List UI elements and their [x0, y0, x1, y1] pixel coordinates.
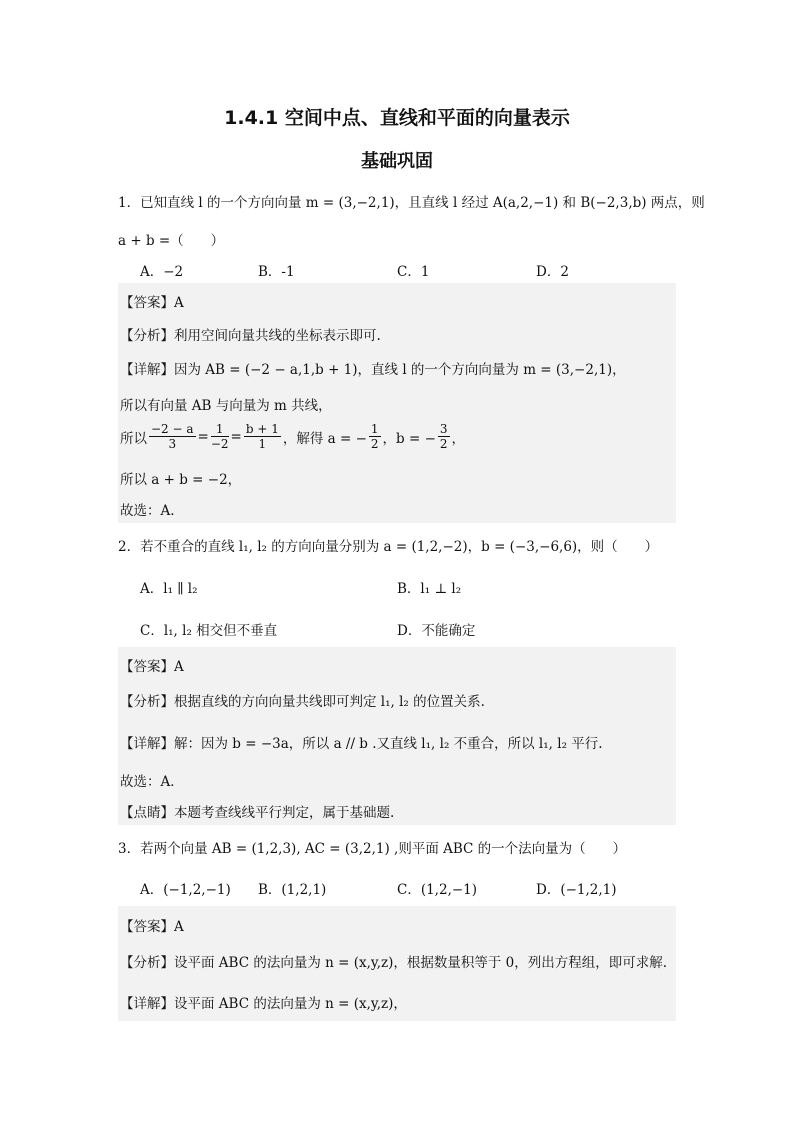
q1-detail-3-prefix: 所以 [120, 430, 147, 447]
q1-stem-line2: a + b =（ ） [118, 233, 225, 249]
q1-fraction-1 [149, 422, 196, 451]
q2-option-c: C．l₁, l₂ 相交但不垂直 [140, 623, 278, 639]
q2-answer: 【答案】A [120, 659, 184, 675]
q1-fraction-2 [211, 422, 229, 451]
q3-answer: 【答案】A [120, 919, 184, 935]
q2-stem: 2．若不重合的直线 l₁, l₂ 的方向向量分别为 a = (1,2,−2)，b = (−3,−6,6)，则（ ） [118, 539, 659, 555]
q1-fraction-5-num: 3 [439, 422, 448, 436]
q1-fraction-3-den: 1 [258, 437, 267, 451]
q2-detail: 【详解】解：因为 b = −3a，所以 a // b .又直线 l₁, l₂ 不重合，所以 l₁, l₂ 平行. [120, 736, 603, 752]
q3-option-c: C．(1,2,−1) [397, 882, 478, 898]
q1-fraction-4-den: 2 [370, 437, 379, 451]
q1-fraction-2-num: 1 [211, 422, 229, 437]
q1-answer: 【答案】A [120, 295, 184, 311]
q1-stem-line1: 1．已知直线 l 的一个方向向量 m = (3,−2,1)，且直线 l 经过 A(a,2,−1) 和 B(−2,3,b) 两点，则 [118, 195, 705, 211]
q2-option-b: B．l₁ ⊥ l₂ [397, 581, 462, 597]
section-subtitle: 基础巩固 [361, 151, 433, 172]
q1-detail-3 [120, 422, 465, 451]
q3-analysis: 【分析】设平面 ABC 的法向量为 n = (x,y,z)，根据数量积等于 0，列出方程组，即可求解. [120, 955, 668, 971]
q3-detail: 【详解】设平面 ABC 的法向量为 n = (x,y,z)， [120, 996, 407, 1012]
q1-detail-3-end: ， [451, 430, 466, 447]
q2-comment: 【点睛】本题考查线线平行判定，属于基础题. [120, 805, 395, 821]
q1-fraction-1-num: −2 − a [151, 422, 194, 436]
q1-detail-4: 所以 a + b = −2， [120, 472, 242, 488]
q1-detail-1: 【详解】因为 AB = (−2 − a,1,b + 1)，直线 l 的一个方向向量为 m = (3,−2,1)， [120, 362, 626, 378]
q1-fraction-4-num: 1 [370, 422, 379, 436]
q1-equals-2: = [230, 428, 242, 445]
q2-option-d: D．不能确定 [397, 623, 476, 639]
q1-fraction-4 [369, 422, 381, 451]
q1-detail-3-mid: ，解得 a = − [282, 430, 367, 447]
q1-fraction-3 [244, 422, 281, 451]
q1-fraction-5-den: 2 [439, 437, 448, 451]
q2-answer-box [118, 647, 676, 681]
q1-option-c: C．1 [397, 264, 430, 280]
q1-fraction-1-den: 3 [168, 437, 177, 451]
q1-detail-2: 所以有向量 AB 与向量为 m 共线， [120, 398, 332, 414]
q1-fraction-2-den: −2 [210, 437, 229, 451]
page-title: 1.4.1 空间中点、直线和平面的向量表示 [224, 107, 570, 129]
q3-stem: 3．若两个向量 AB = (1,2,3), AC = (3,2,1) ,则平面 ABC 的一个法向量为（ ） [118, 841, 627, 857]
q1-detail-3-mid2: ，b = − [382, 430, 436, 447]
q1-equals-1: = [197, 428, 209, 445]
q2-analysis: 【分析】根据直线的方向向量共线即可判定 l₁, l₂ 的位置关系. [120, 694, 485, 710]
q1-analysis: 【分析】利用空间向量共线的坐标表示即可. [120, 328, 381, 344]
q3-option-d: D．(−1,2,1) [536, 882, 617, 898]
q3-option-b: B．(1,2,1) [258, 882, 327, 898]
q1-option-a: A．−2 [140, 264, 184, 280]
q1-fraction-5 [438, 422, 450, 451]
q3-option-a: A．(−1,2,−1) [140, 882, 231, 898]
q1-option-d: D．2 [536, 264, 569, 280]
q2-option-a: A．l₁ ∥ l₂ [140, 581, 198, 597]
q1-choose: 故选：A. [120, 503, 175, 519]
q2-choose: 故选：A． [120, 774, 184, 790]
q1-fraction-3-num: b + 1 [245, 422, 279, 436]
q1-option-b: B．-1 [258, 264, 295, 280]
